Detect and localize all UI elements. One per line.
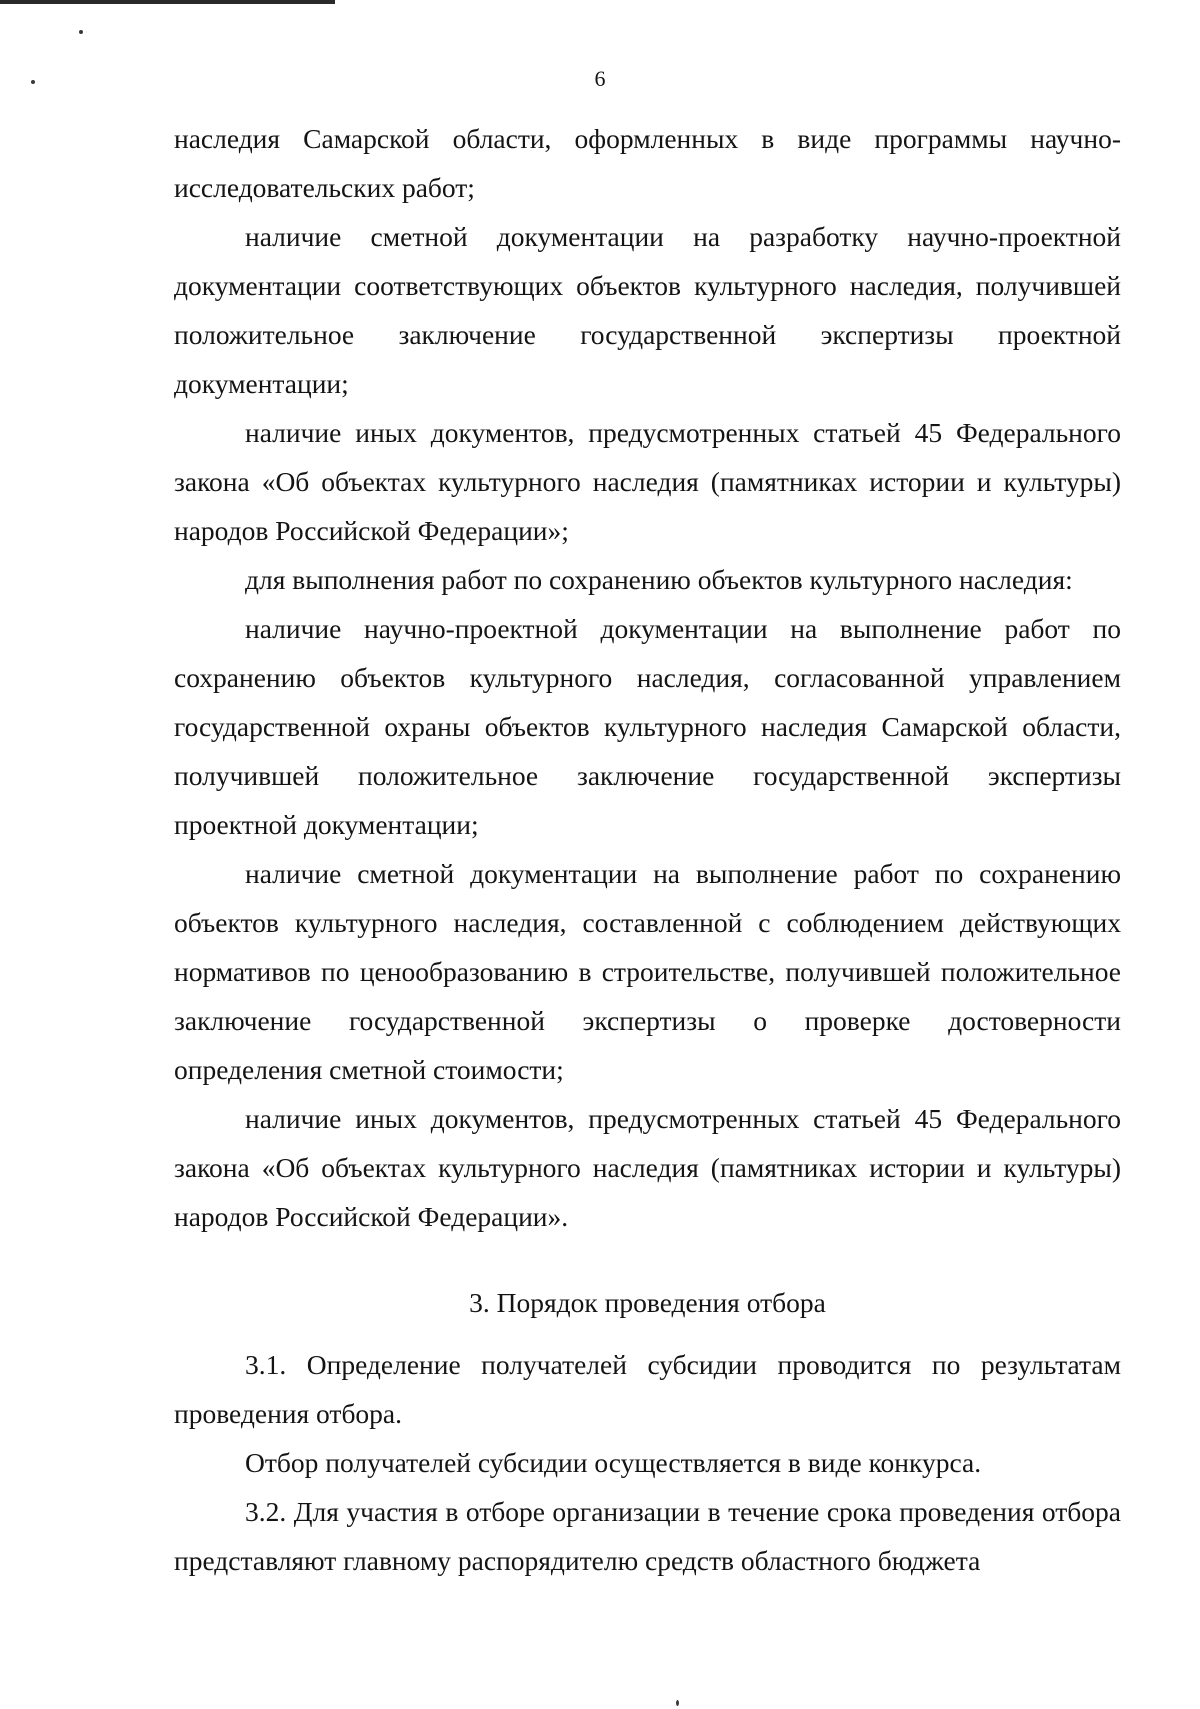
paragraph: Отбор получателей субсидии осуществляется в виде конкурса.	[245, 1447, 982, 1478]
paragraph: наличие иных документов, предусмотренных статьей 45 Федерального закона «Об объектах культурного наследия (памятниках истории и культуры) народов Российской Федерации».	[174, 1103, 1121, 1232]
paragraph: наличие иных документов, предусмотренных статьей 45 Федерального закона «Об объектах культурного наследия (памятниках истории и культуры) народов Российской Федерации»;	[174, 417, 1121, 546]
paragraph: для выполнения работ по сохранению объектов культурного наследия:	[245, 564, 1073, 595]
paragraph: наличие научно-проектной документации на выполнение работ по сохранению объектов культурного наследия, согласованной управлением государственной охраны объектов культурного наследия Самарской области, получившей положительное заключение государственной экспертизы проектной документации;	[174, 613, 1121, 840]
paragraph: наследия Самарской области, оформленных в виде программы научно-исследовательских работ;	[174, 123, 1121, 203]
scan-speck	[79, 30, 83, 34]
paragraph: наличие сметной документации на выполнение работ по сохранению объектов культурного наследия, составленной с соблюдением действующих нормативов по ценообразованию в строительстве, получившей положительное заключение государственной экспертизы о проверке достоверности определения сметной стоимости;	[174, 858, 1121, 1085]
paragraph: 3.1. Определение получателей субсидии проводится по результатам проведения отбора.	[174, 1349, 1121, 1429]
section-heading: 3. Порядок проведения отбора	[469, 1287, 826, 1318]
scan-edge-line	[0, 0, 335, 4]
page-number: 6	[594, 66, 606, 91]
document-body	[174, 114, 1121, 1585]
paragraph: наличие сметной документации на разработку научно-проектной документации соответствующих объектов культурного наследия, получившей положительное заключение государственной экспертизы проектной документации;	[174, 221, 1121, 399]
paragraph: 3.2. Для участия в отборе организации в течение срока проведения отбора представляют главному распорядителю средств областного бюджета	[174, 1496, 1121, 1576]
scan-speck	[676, 1700, 679, 1706]
